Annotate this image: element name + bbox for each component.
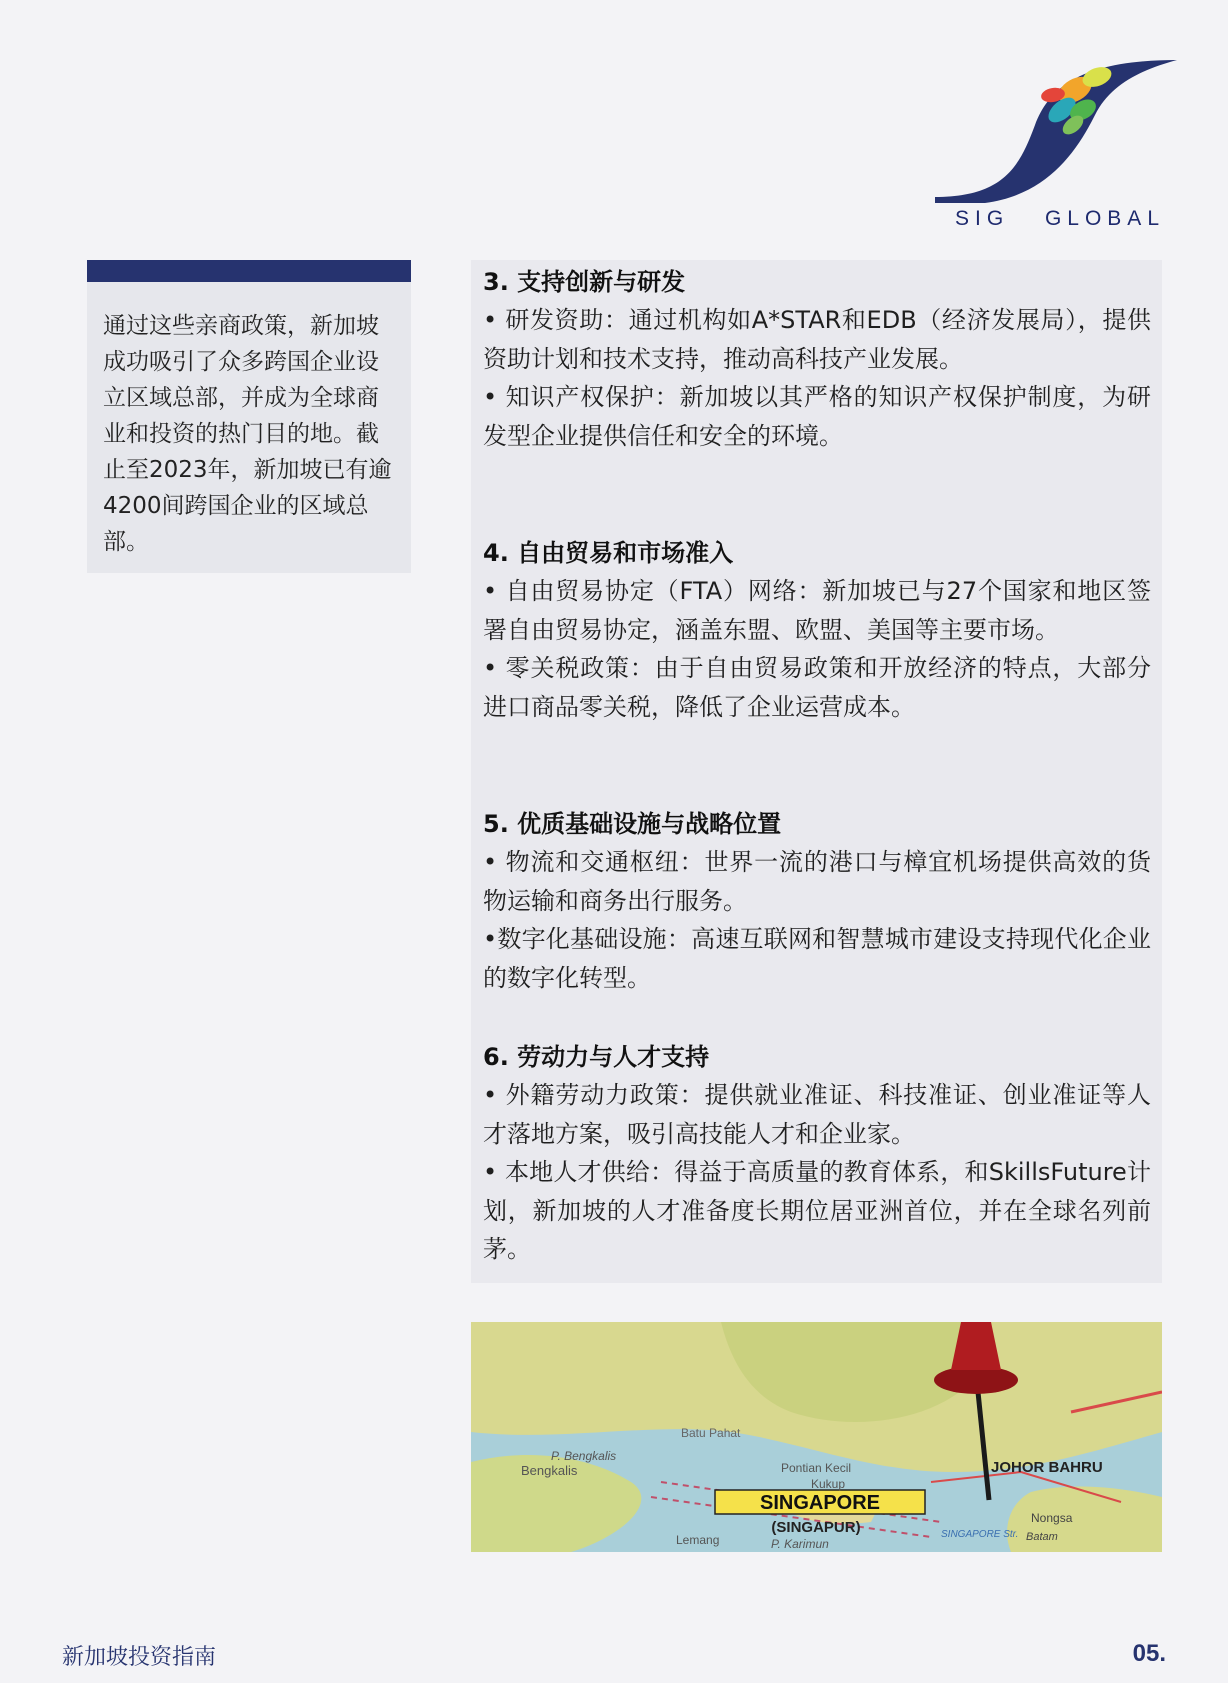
map-label-pontian: Pontian Kecil	[781, 1461, 852, 1475]
pin-head-base	[934, 1366, 1018, 1394]
logo-mark	[925, 55, 1180, 205]
bullet: • 自由贸易协定（FTA）网络：新加坡已与27个国家和地区签署自由贸易协定，涵盖东盟、欧盟、美国等主要市场。	[483, 577, 1151, 644]
bullet: •数字化基础设施：高速互联网和智慧城市建设支持现代化企业的数字化转型。	[483, 925, 1151, 992]
map-label-singapur: (SINGAPUR)	[771, 1519, 861, 1536]
section-infrastructure	[483, 805, 1151, 997]
map-label-strait: SINGAPORE Str.	[941, 1529, 1019, 1540]
bullet: • 外籍劳动力政策：提供就业准证、科技准证、创业准证等人才落地方案，吸引高技能人才和企业家。	[483, 1081, 1151, 1148]
bullet: • 本地人才供给：得益于高质量的教育体系，和SkillsFuture计划，新加坡的人才准备度长期位居亚洲首位，并在全球名列前茅。	[483, 1158, 1151, 1263]
map-label-johor: JOHOR BAHRU	[991, 1459, 1103, 1476]
map-label-bengkalis: Bengkalis	[521, 1463, 578, 1478]
map-label-p-bengkalis: P. Bengkalis	[551, 1449, 617, 1463]
bullet: • 零关税政策：由于自由贸易政策和开放经济的特点，大部分进口商品零关税，降低了企业运营成本。	[483, 654, 1151, 721]
map-label-karimun: P. Karimun	[771, 1537, 829, 1551]
map-label-nongsa: Nongsa	[1031, 1511, 1073, 1525]
main-content-box	[471, 260, 1162, 1283]
logo-text-sig: SIG	[955, 207, 1010, 230]
logo-text-global: GLOBAL	[1044, 207, 1165, 230]
section-innovation	[483, 263, 1151, 455]
section-talent	[483, 1038, 1151, 1269]
section-title: 6. 劳动力与人才支持	[483, 1043, 710, 1071]
page-number: 05.	[1132, 1640, 1166, 1667]
logo-wordmark	[955, 207, 1165, 231]
sidebar-accent-bar	[87, 260, 411, 282]
map-label-kukup: Kukup	[811, 1477, 846, 1491]
bullet: • 物流和交通枢纽：世界一流的港口与樟宜机场提供高效的货物运输和商务出行服务。	[483, 848, 1151, 915]
bullet: • 研发资助：通过机构如A*STAR和EDB（经济发展局），提供资助计划和技术支持，推动高科技产业发展。	[483, 306, 1151, 373]
map-label-singapore: SINGAPORE	[759, 1492, 881, 1514]
section-free-trade	[483, 534, 1151, 726]
singapore-map-image	[471, 1322, 1162, 1552]
map-illustration	[471, 1322, 1162, 1552]
map-label-batam: Batam	[1026, 1531, 1058, 1543]
map-label-lemang: Lemang	[676, 1533, 720, 1547]
section-title: 5. 优质基础设施与战略位置	[483, 810, 782, 838]
footer-title: 新加坡投资指南	[62, 1645, 217, 1670]
section-title: 4. 自由贸易和市场准入	[483, 539, 734, 567]
map-label-batu-pahat: Batu Pahat	[681, 1426, 741, 1440]
sig-global-logo	[925, 55, 1180, 235]
sidebar-callout	[87, 260, 411, 573]
sidebar-text: 通过这些亲商政策，新加坡成功吸引了众多跨国企业设立区域总部，并成为全球商业和投资的热门目的地。截止至2023年，新加坡已有逾4200间跨国企业的区域总部。	[103, 313, 392, 555]
section-title: 3. 支持创新与研发	[483, 268, 686, 296]
bullet: • 知识产权保护：新加坡以其严格的知识产权保护制度，为研发型企业提供信任和安全的环境。	[483, 383, 1151, 450]
